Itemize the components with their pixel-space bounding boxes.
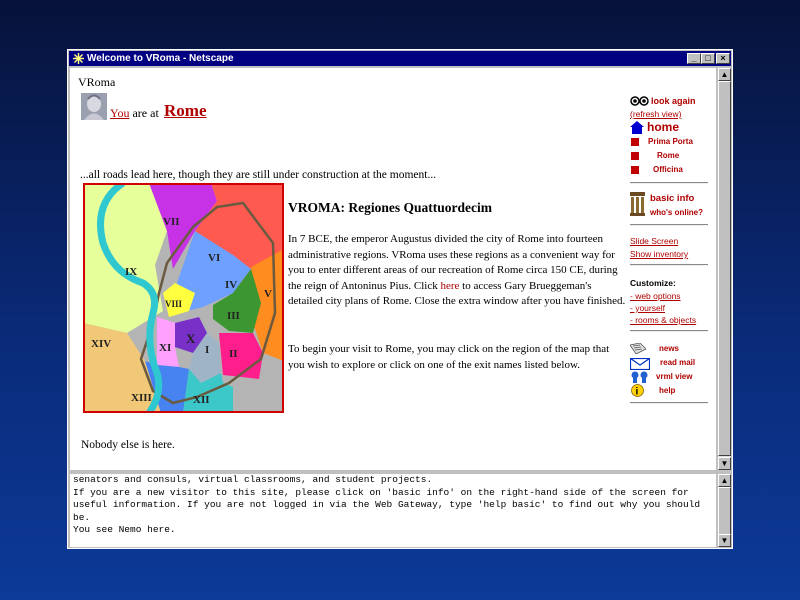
map-label-xii: XII [193,394,210,406]
console-scrollbar[interactable] [718,474,731,547]
tagline: ...all roads lead here, though they are still under construction at the moment... [80,169,437,181]
basic-info-link[interactable]: basic info [650,193,695,204]
sidebar-divider [630,402,708,404]
yourself-link[interactable]: - yourself [630,303,665,313]
scroll-thumb[interactable] [718,81,731,456]
prima-porta-link[interactable]: Prima Porta [648,137,693,146]
vrml-view-link[interactable]: vrml view [656,372,693,381]
customize-label: Customize: [630,278,676,288]
rome-bullet-icon [631,152,639,160]
map-label-iii: III [227,310,240,322]
console-output[interactable] [70,474,716,547]
read-mail-link[interactable]: read mail [660,358,696,367]
begin-paragraph: To begin your visit to Rome, you may click on the region of the map that you wish to explore or click on one of the exit names listed below. [288,343,610,371]
maximize-button[interactable]: □ [701,53,715,64]
map-label-viii: VIII [165,299,183,309]
map-label-xiv: XIV [91,338,112,350]
map-label-xi: XI [159,342,172,354]
netscape-logo-icon [72,52,85,65]
are-at-label: are at [132,106,159,120]
svg-text:i: i [635,386,639,397]
console-scroll-thumb[interactable] [718,487,731,535]
whos-online-link[interactable]: who's online? [650,208,704,217]
console-line: If you are a new visitor to this site, please click on 'basic info' on the right-hand side of the screen for [73,486,689,498]
intro-text-b: to access Gary Brueggeman's detailed city plans of Rome. Close the extra window after you have finished. [288,279,626,307]
minimize-button[interactable]: _ [687,53,701,64]
map-label-vii: VII [163,216,180,228]
avatar[interactable] [81,93,107,120]
console-line: senators and consuls, virtual classrooms, and student projects. [73,474,433,485]
content-scrollbar[interactable] [718,68,731,470]
browser-window [67,49,733,549]
map-label-xiii: XIII [131,392,152,404]
console-scroll-up-button[interactable]: ▲ [718,474,731,487]
city-plans-link[interactable]: here [440,279,460,292]
sidebar-divider [630,330,708,332]
map-label-x: X [186,331,196,346]
title-bar[interactable] [69,51,731,66]
look-again-link[interactable]: look again [651,96,696,106]
window-title: Welcome to VRoma - Netscape [87,53,234,64]
show-inventory-link[interactable]: Show inventory [630,249,689,259]
map-label-v: V [264,288,272,300]
occupants-text: Nobody else is here. [81,439,175,451]
map-label-vi: VI [208,252,221,264]
sidebar-divider [630,182,708,184]
rooms-objects-link[interactable]: - rooms & objects [630,315,697,325]
vrml-view-icon[interactable] [630,371,650,383]
intro-paragraph [288,232,628,310]
officina-bullet-icon [631,166,639,174]
content-frame [70,68,716,470]
home-link[interactable]: home [647,120,680,134]
console-line: useful information. If you are not logged in via the Web Gateway, type 'help basic' to find out why you should [73,499,701,510]
refresh-view-link[interactable]: (refresh view) [630,109,682,119]
mail-icon[interactable] [630,358,650,370]
rome-regions-map[interactable] [83,183,284,413]
map-label-ix: IX [125,266,138,278]
web-options-link[interactable]: - web options [630,291,681,301]
help-link[interactable]: help [659,386,676,395]
site-name: VRoma [78,75,116,89]
rome-nav-link[interactable]: Rome [657,151,680,160]
close-button[interactable]: × [716,53,730,64]
console-line: You see Nemo here. [73,524,176,535]
intro-text-a: In 7 BCE, the emperor Augustus divided the city of Rome into fourteen administrative regions. VRoma uses these regions as a convenient way for you to enter different areas of our recreation of Rome circa 150 CE, during the reign of Antoninus Pius. Click [288,233,618,292]
map-label-i: I [205,344,210,356]
map-label-ii: II [229,348,238,360]
home-icon[interactable] [630,121,644,134]
map-region-ii[interactable] [219,333,263,379]
prima-porta-bullet-icon [631,138,639,146]
scroll-down-button[interactable]: ▼ [718,457,731,470]
map-label-iv: IV [225,279,238,291]
you-link[interactable]: You [110,106,130,120]
officina-link[interactable]: Officina [653,165,683,174]
page-heading: VROMA: Regiones Quattuordecim [288,200,492,215]
location-link[interactable]: Rome [164,101,207,120]
news-link[interactable]: news [659,344,680,353]
sidebar-divider [630,264,708,266]
slide-screen-link[interactable]: Slide Screen [630,236,679,246]
console-line: be. [73,511,91,523]
help-icon[interactable] [631,384,644,397]
scroll-up-button[interactable]: ▲ [718,68,731,81]
console-scroll-down-button[interactable]: ▼ [718,534,731,547]
sidebar-divider [630,224,708,226]
look-again-eyes-icon[interactable] [630,96,650,106]
temple-icon[interactable] [630,192,645,216]
news-icon[interactable] [630,343,646,354]
